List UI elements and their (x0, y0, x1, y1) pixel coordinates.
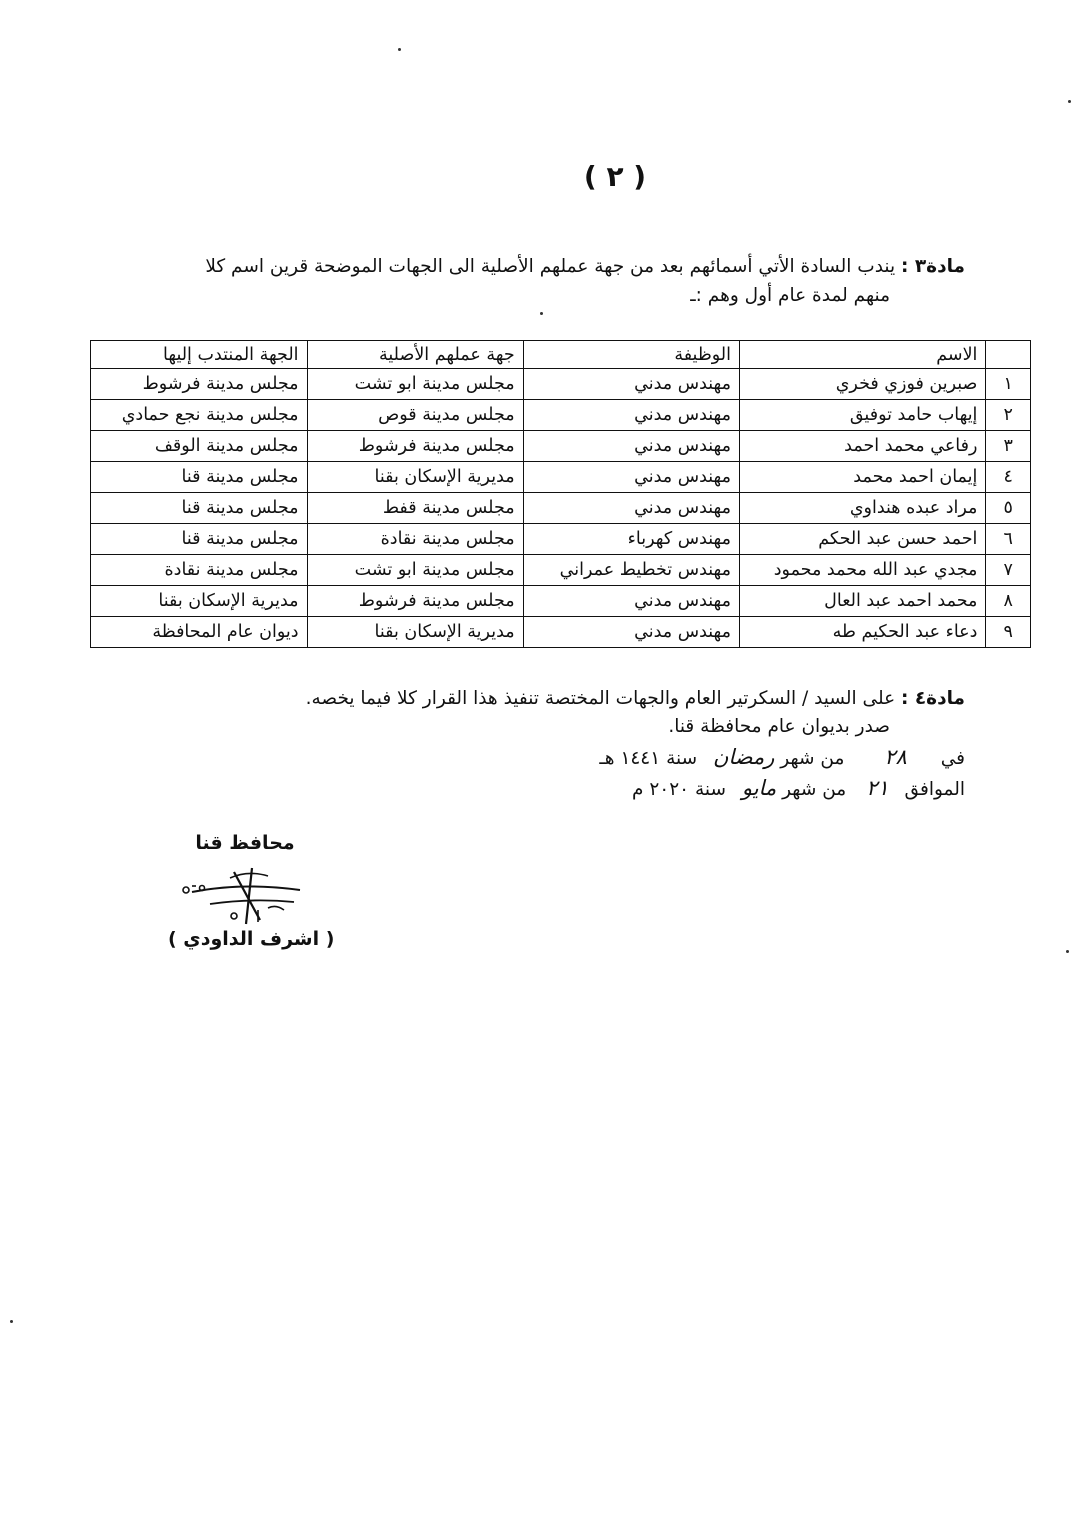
cell-destination: مجلس مدينة نجع حمادي (91, 400, 308, 431)
article-3-line-2: منهم لمدة عام أول وهم :ـ (690, 285, 890, 306)
greg-year: سنة ٢٠٢٠ م (631, 779, 726, 800)
assignment-table (90, 340, 1031, 648)
hijri-month: رمضان (712, 745, 775, 769)
issued-statement: صدر بديوان عام محافظة قنا. (668, 716, 890, 737)
scan-speck (1066, 950, 1069, 953)
cell-index: ٨ (986, 586, 1031, 617)
hijri-date (599, 745, 965, 769)
cell-index: ٤ (986, 462, 1031, 493)
scan-speck (398, 48, 401, 51)
cell-origin: مديرية الإسكان بقنا (307, 462, 523, 493)
table-row (91, 400, 1031, 431)
scan-speck (540, 312, 543, 315)
article-4-label: مادة٤ : (901, 688, 965, 709)
cell-index: ٥ (986, 493, 1031, 524)
cell-destination: مجلس مدينة قنا (91, 524, 308, 555)
table-header-row (91, 341, 1031, 369)
cell-job: مهندس تخطيط عمراني (523, 555, 739, 586)
header-index (986, 341, 1031, 369)
cell-name: رفاعي محمد احمد (740, 431, 986, 462)
cell-job: مهندس مدني (523, 369, 739, 400)
header-job: الوظيفة (523, 341, 739, 369)
cell-destination: مجلس مدينة الوقف (91, 431, 308, 462)
article-3 (145, 252, 965, 310)
cell-job: مهندس كهرباء (523, 524, 739, 555)
cell-name: محمد احمد عبد العال (740, 586, 986, 617)
table-row (91, 431, 1031, 462)
cell-destination: مجلس مدينة نقادة (91, 555, 308, 586)
table-row (91, 524, 1031, 555)
cell-origin: مجلس مدينة ابو تشت (307, 555, 523, 586)
cell-name: مراد عبده هنداوي (740, 493, 986, 524)
greg-month: مايو (741, 776, 777, 800)
scan-speck (10, 1320, 13, 1323)
table-row (91, 462, 1031, 493)
cell-name: صبرين فوزي فخري (740, 369, 986, 400)
cell-index: ٧ (986, 555, 1031, 586)
cell-job: مهندس مدني (523, 400, 739, 431)
cell-destination: مجلس مدينة فرشوط (91, 369, 308, 400)
hijri-year: سنة ١٤٤١ هـ (599, 748, 698, 769)
governor-name: ( اشرف الداودي ) (168, 928, 335, 950)
signature-icon (172, 864, 322, 926)
table-row (91, 493, 1031, 524)
cell-job: مهندس مدني (523, 462, 739, 493)
page-number: ( ٢ ) (583, 160, 647, 193)
greg-prefix: الموافق (904, 779, 965, 800)
article-4 (145, 686, 965, 712)
gregorian-date (632, 776, 965, 800)
article-3-label: مادة٣ : (901, 256, 965, 277)
cell-index: ٦ (986, 524, 1031, 555)
cell-origin: مجلس مدينة فرشوط (307, 431, 523, 462)
cell-job: مهندس مدني (523, 493, 739, 524)
cell-name: إيهاب حامد توفيق (740, 400, 986, 431)
hijri-prefix: في (940, 748, 965, 769)
cell-name: احمد حسن عبد الحكم (740, 524, 986, 555)
table-row (91, 586, 1031, 617)
cell-origin: مجلس مدينة فرشوط (307, 586, 523, 617)
scan-speck (1068, 100, 1071, 103)
article-4-text: على السيد / السكرتير العام والجهات المختصة تنفيذ هذا القرار كلا فيما يخصه. (305, 688, 896, 709)
cell-origin: مديرية الإسكان بقنا (307, 617, 523, 648)
hijri-month-label: من شهر (780, 748, 845, 769)
cell-destination: مجلس مدينة قنا (91, 462, 308, 493)
cell-origin: مجلس مدينة قوص (307, 400, 523, 431)
cell-origin: مجلس مدينة قفط (307, 493, 523, 524)
article-3-line-1: يندب السادة الأتي أسمائهم بعد من جهة عملهم الأصلية الى الجهات الموضحة قرين اسم كلا (205, 256, 896, 277)
hijri-day: ٢٨ (884, 745, 907, 769)
cell-index: ٣ (986, 431, 1031, 462)
cell-name: دعاء عبد الحكيم طه (740, 617, 986, 648)
cell-destination: ديوان عام المحافظة (91, 617, 308, 648)
cell-origin: مجلس مدينة ابو تشت (307, 369, 523, 400)
table-row (91, 369, 1031, 400)
table-row (91, 555, 1031, 586)
cell-job: مهندس مدني (523, 617, 739, 648)
greg-day: ٢١ (866, 776, 889, 800)
cell-index: ٩ (986, 617, 1031, 648)
cell-origin: مجلس مدينة نقادة (307, 524, 523, 555)
header-destination: الجهة المنتدب إليها (91, 341, 308, 369)
table-row (91, 617, 1031, 648)
cell-job: مهندس مدني (523, 586, 739, 617)
cell-index: ١ (986, 369, 1031, 400)
cell-name: مجدي عبد الله محمد محمود (740, 555, 986, 586)
cell-name: إيمان احمد محمد (740, 462, 986, 493)
header-origin: جهة عملهم الأصلية (307, 341, 523, 369)
greg-month-label: من شهر (782, 779, 847, 800)
header-name: الاسم (740, 341, 986, 369)
cell-destination: مديرية الإسكان بقنا (91, 586, 308, 617)
cell-index: ٢ (986, 400, 1031, 431)
cell-destination: مجلس مدينة قنا (91, 493, 308, 524)
governor-title: محافظ قنا (195, 832, 295, 854)
cell-job: مهندس مدني (523, 431, 739, 462)
